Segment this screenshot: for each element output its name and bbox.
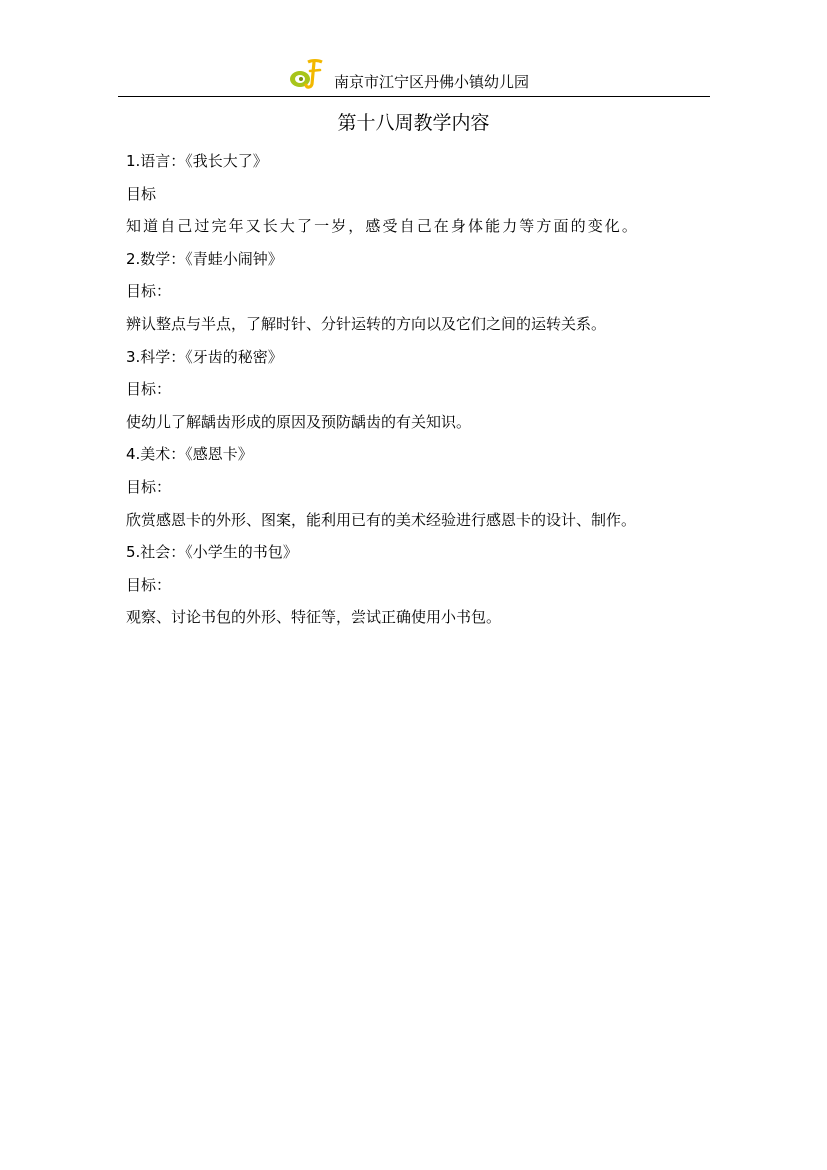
goal-label: 目标 [126,184,157,203]
section-heading: 1.语言：《我长大了》 [126,152,268,170]
goal-label: 目标： [126,282,172,301]
section-heading: 5.社会：《小学生的书包》 [126,543,298,562]
school-name: 南京市江宁区丹佛小镇幼儿园 [334,73,530,91]
goal-text: 辨认整点与半点，了解时针、分针运转的方向以及它们之间的运转关系。 [126,314,607,333]
document-body [126,145,726,634]
section-heading: 4.美术：《感恩卡》 [126,445,253,464]
kindergarten-logo-icon [288,58,326,90]
goal-label: 目标： [126,575,172,594]
section-heading: 2.数学：《青蛙小闹钟》 [126,249,283,268]
section-heading: 3.科学：《牙齿的秘密》 [126,347,283,366]
goal-text: 知道自己过完年又长大了一岁，感受自己在身体能力等方面的变化。 [126,217,640,236]
goal-text: 观察、讨论书包的外形、特征等，尝试正确使用小书包。 [126,608,502,627]
page-header [118,58,710,97]
goal-label: 目标： [126,477,172,496]
goal-label: 目标： [126,380,172,399]
page-title: 第十八周教学内容 [337,112,490,134]
goal-text: 使幼儿了解龋齿形成的原因及预防龋齿的有关知识。 [126,412,472,431]
goal-text: 欣赏感恩卡的外形、图案，能利用已有的美术经验进行感恩卡的设计、制作。 [126,510,637,529]
